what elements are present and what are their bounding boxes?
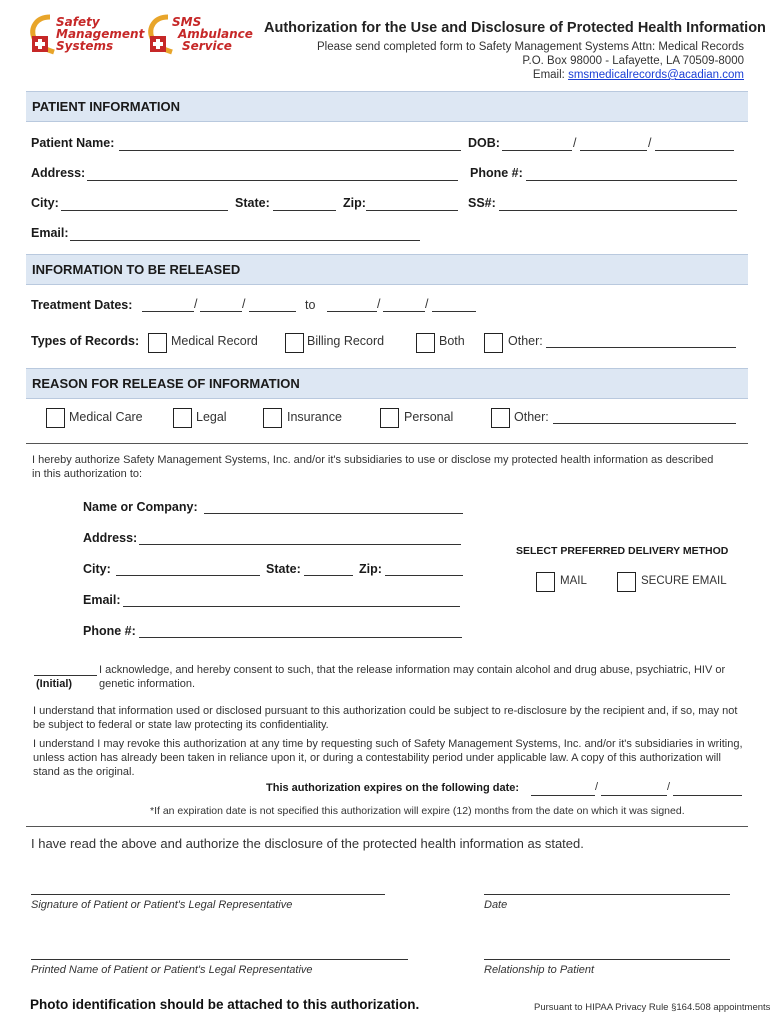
dob-month-field[interactable] [502, 150, 572, 151]
acknowledge-text: I acknowledge, and hereby consent to such, that the release information may contain alcohol and drug abuse, psychiatric, HIV or genetic information. [99, 664, 726, 690]
recipient-zip-field[interactable] [385, 575, 463, 576]
both-checkbox[interactable] [416, 333, 435, 353]
dob-label: DOB: [468, 136, 500, 150]
treatment-slash-2: / [242, 297, 246, 311]
patient-name-label: Patient Name: [31, 136, 115, 150]
billing-record-label: Billing Record [307, 334, 385, 348]
billing-record-checkbox[interactable] [285, 333, 304, 353]
patient-city-field[interactable] [61, 210, 228, 211]
reason-section [26, 368, 748, 399]
patient-address-field[interactable] [87, 180, 458, 181]
both-label: Both [439, 334, 465, 348]
dob-day-field[interactable] [580, 150, 647, 151]
initial-field[interactable] [34, 675, 97, 676]
expires-year-field[interactable] [673, 795, 742, 796]
recipient-name-label: Name or Company: [83, 500, 198, 514]
types-of-records-label: Types of Records: [31, 334, 140, 348]
recipient-city-field[interactable] [116, 575, 260, 576]
hipaa-note: Pursuant to HIPAA Privacy Rule §164.508 appointments [534, 1002, 770, 1013]
printed-name-field[interactable] [31, 959, 408, 960]
patient-address-label: Address: [31, 166, 86, 180]
treatment-end-month[interactable] [327, 311, 377, 312]
medical-record-label: Medical Record [171, 334, 258, 348]
recipient-city-label: City: [83, 562, 111, 576]
reason-other-checkbox[interactable] [491, 408, 510, 428]
logo2-line3: Service [182, 39, 232, 53]
recipient-email-label: Email: [83, 593, 121, 607]
recipient-phone-field[interactable] [139, 637, 462, 638]
treatment-start-month[interactable] [142, 311, 194, 312]
records-other-field[interactable] [546, 347, 736, 348]
logo1-line1: Safety [56, 15, 100, 29]
divider-2 [26, 826, 748, 827]
personal-checkbox[interactable] [380, 408, 399, 428]
recipient-address-label: Address: [83, 531, 138, 545]
medical-care-checkbox[interactable] [46, 408, 65, 428]
mail-checkbox[interactable] [536, 572, 555, 592]
treatment-end-day[interactable] [383, 311, 425, 312]
treatment-start-day[interactable] [200, 311, 242, 312]
legal-checkbox[interactable] [173, 408, 192, 428]
expires-day-field[interactable] [601, 795, 667, 796]
mail-label: MAIL [560, 575, 587, 587]
patient-ss-label: SS#: [468, 196, 496, 210]
signature-field[interactable] [31, 894, 385, 895]
dob-slash-1: / [573, 136, 577, 150]
email-prefix: Email: [532, 69, 569, 81]
treatment-slash-1: / [194, 297, 198, 311]
logo1-line3: Systems [56, 39, 114, 53]
email-link[interactable]: smsmedicalrecords@acadian.com [568, 69, 744, 81]
relationship-field[interactable] [484, 959, 730, 960]
printed-name-label: Printed Name of Patient or Patient's Legal Representative [31, 964, 313, 976]
patient-info-heading: PATIENT INFORMATION [32, 99, 181, 114]
divider-1 [26, 443, 748, 444]
signature-label: Signature of Patient or Patient's Legal Representative [31, 899, 293, 911]
patient-phone-field[interactable] [526, 180, 737, 181]
patient-zip-label: Zip: [343, 196, 366, 210]
secure-email-label: SECURE EMAIL [641, 575, 727, 587]
mailing-address: P.O. Box 98000 - Lafayette, LA 70509-8000 [522, 55, 744, 67]
read-statement: I have read the above and authorize the disclosure of the protected health information as stated. [31, 836, 584, 851]
patient-name-field[interactable] [119, 150, 461, 151]
patient-state-field[interactable] [273, 210, 336, 211]
photo-id-notice: Photo identification should be attached to this authorization. [30, 997, 420, 1012]
authorize-intro: I hereby authorize Safety Management Systems, Inc. and/or it's subsidiaries to use or disclose my protected health information as described in this authorization to: [32, 454, 714, 480]
patient-phone-label: Phone #: [470, 166, 523, 180]
personal-label: Personal [404, 410, 454, 424]
redisclosure-text: I understand that information used or disclosed pursuant to this authorization could be subject to re-disclosure by the recipient and, if so, may not be subject to federal or state law protecting its confidentiality. [33, 705, 738, 731]
recipient-email-field[interactable] [123, 606, 460, 607]
treatment-dates-label: Treatment Dates: [31, 298, 133, 312]
treatment-to-label: to [305, 298, 316, 312]
date-field[interactable] [484, 894, 730, 895]
patient-ss-field[interactable] [499, 210, 737, 211]
expires-note: *If an expiration date is not specified this authorization will expire (12) months from the date on which it was signed. [150, 805, 685, 817]
recipient-address-field[interactable] [139, 544, 461, 545]
treatment-start-year[interactable] [249, 311, 296, 312]
release-info-section [26, 254, 748, 285]
treatment-slash-3: / [377, 297, 381, 311]
insurance-label: Insurance [287, 410, 342, 424]
patient-email-label: Email: [31, 226, 69, 240]
expires-slash-2: / [667, 781, 671, 793]
relationship-label: Relationship to Patient [484, 964, 595, 976]
expires-month-field[interactable] [531, 795, 595, 796]
patient-state-label: State: [235, 196, 270, 210]
reason-other-label: Other: [514, 410, 549, 424]
send-instructions: Please send completed form to Safety Management Systems Attn: Medical Records [317, 41, 744, 53]
recipient-phone-label: Phone #: [83, 624, 136, 638]
date-label: Date [484, 899, 508, 911]
dob-year-field[interactable] [655, 150, 734, 151]
patient-zip-field[interactable] [366, 210, 458, 211]
recipient-zip-label: Zip: [359, 562, 382, 576]
expires-label: This authorization expires on the following date: [266, 782, 520, 794]
delivery-method-heading: SELECT PREFERRED DELIVERY METHOD [516, 545, 729, 557]
secure-email-checkbox[interactable] [617, 572, 636, 592]
email-line [533, 69, 744, 81]
initial-label: (Initial) [36, 678, 73, 690]
patient-city-label: City: [31, 196, 59, 210]
insurance-checkbox[interactable] [263, 408, 282, 428]
recipient-name-field[interactable] [204, 513, 463, 514]
legal-label: Legal [196, 410, 227, 424]
medical-care-label: Medical Care [69, 410, 143, 424]
sms-ambulance-logo [146, 14, 256, 56]
dob-slash-2: / [648, 136, 652, 150]
patient-email-field[interactable] [70, 240, 420, 241]
logo2-line2: Ambulance [178, 27, 253, 41]
logo1-line2: Management [56, 27, 145, 41]
safety-management-logo [28, 14, 145, 56]
recipient-state-label: State: [266, 562, 301, 576]
expires-slash-1: / [595, 781, 599, 793]
reason-heading: REASON FOR RELEASE OF INFORMATION [32, 376, 300, 391]
records-other-label: Other: [508, 334, 543, 348]
logo2-line1: SMS [172, 15, 202, 29]
patient-info-section [26, 91, 748, 122]
form-title: Authorization for the Use and Disclosure of Protected Health Information [264, 20, 766, 36]
recipient-state-field[interactable] [304, 575, 353, 576]
reason-other-field[interactable] [553, 423, 736, 424]
treatment-slash-4: / [425, 297, 429, 311]
treatment-end-year[interactable] [432, 311, 476, 312]
revoke-text: I understand I may revoke this authorization at any time by requesting such of Safety Management Systems, Inc. and/or it's subsidiaries in writing, unless action has already been taken in reliance upon it, or during a contestability period under applicable law. A copy of this authorization will stand as the original. [33, 738, 743, 778]
medical-record-checkbox[interactable] [148, 333, 167, 353]
release-info-heading: INFORMATION TO BE RELEASED [32, 262, 241, 277]
records-other-checkbox[interactable] [484, 333, 503, 353]
